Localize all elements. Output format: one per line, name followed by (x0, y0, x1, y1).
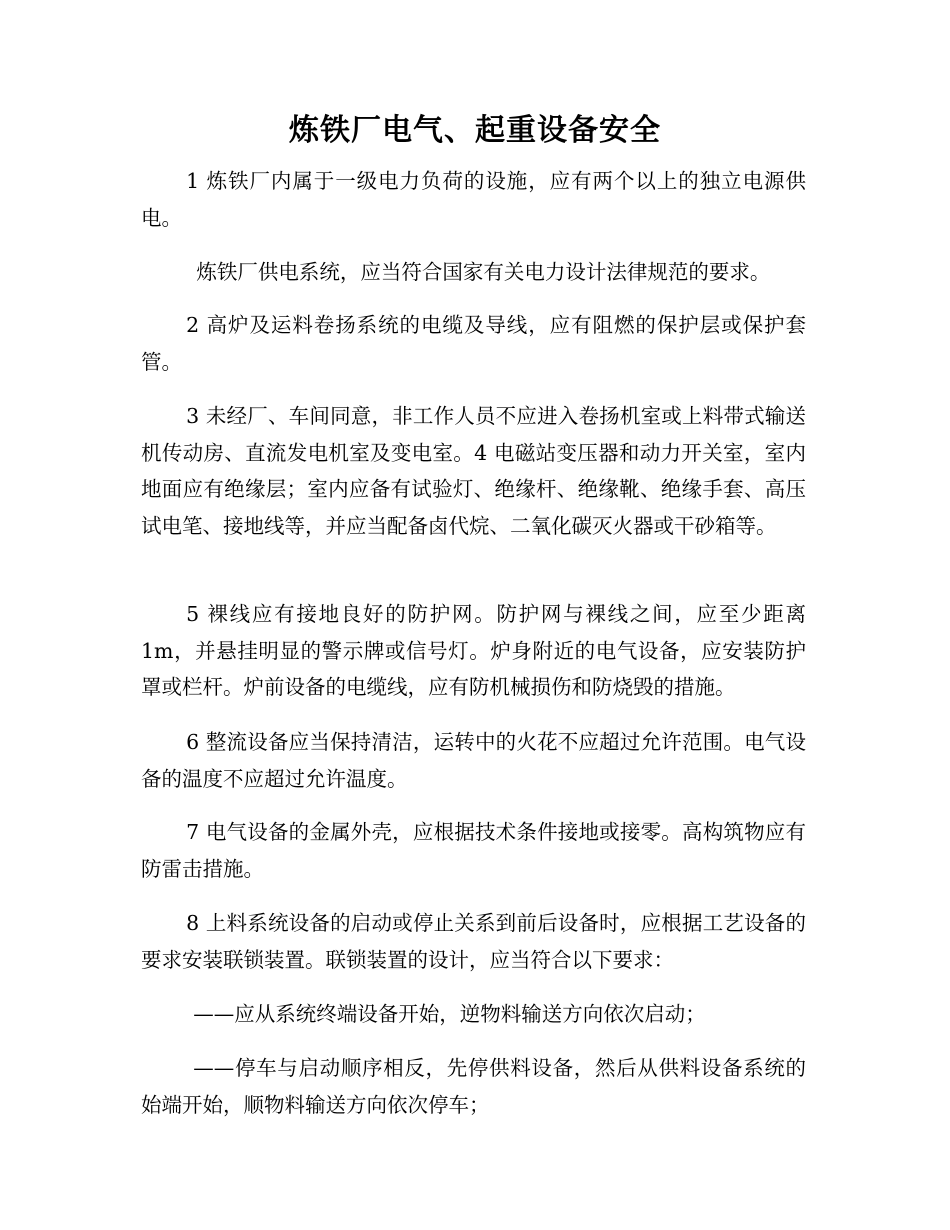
paragraph-2: 炼铁厂供电系统，应当符合国家有关电力设计法律规范的要求。 (196, 260, 771, 284)
paragraph-1: 1 炼铁厂内属于一级电力负荷的设施，应有两个以上的独立电源供电。 (141, 169, 806, 230)
paragraph-10: ——停车与启动顺序相反，先停供料设备，然后从供料设备系统的始端开始，顺物料输送方向依次停车； (141, 1056, 806, 1117)
paragraph-4: 3 未经厂、车间同意，非工作人员不应进入卷扬机室或上料带式输送机传动房、直流发电机室及变电室。4 电磁站变压器和动力开关室，室内地面应有绝缘层；室内应备有试验灯、绝缘杆、绝缘靴、绝缘手套、高压试电笔、接地线等，并应当配备卤代烷、二氧化碳灭火器或干砂箱等。 (141, 404, 806, 538)
paragraph-3: 2 高炉及运料卷扬系统的电缆及导线，应有阻燃的保护层或保护套管。 (141, 313, 806, 374)
paragraph-9: ——应从系统终端设备开始，逆物料输送方向依次启动； (193, 1002, 706, 1026)
document-title: 炼铁厂电气、起重设备安全 (289, 113, 661, 148)
paragraph-7: 7 电气设备的金属外壳，应根据技术条件接地或接零。高构筑物应有防雷击措施。 (141, 820, 806, 881)
paragraph-8: 8 上料系统设备的启动或停止关系到前后设备时，应根据工艺设备的要求安装联锁装置。联锁装置的设计，应当符合以下要求： (141, 911, 806, 972)
paragraph-5: 5 裸线应有接地良好的防护网。防护网与裸线之间，应至少距离1m，并悬挂明显的警示牌或信号灯。炉身附近的电气设备，应安装防护罩或栏杆。炉前设备的电缆线，应有防机械损伤和防烧毁的措施。 (141, 602, 806, 699)
paragraph-6: 6 整流设备应当保持清洁，运转中的火花不应超过允许范围。电气设备的温度不应超过允许温度。 (141, 730, 806, 791)
